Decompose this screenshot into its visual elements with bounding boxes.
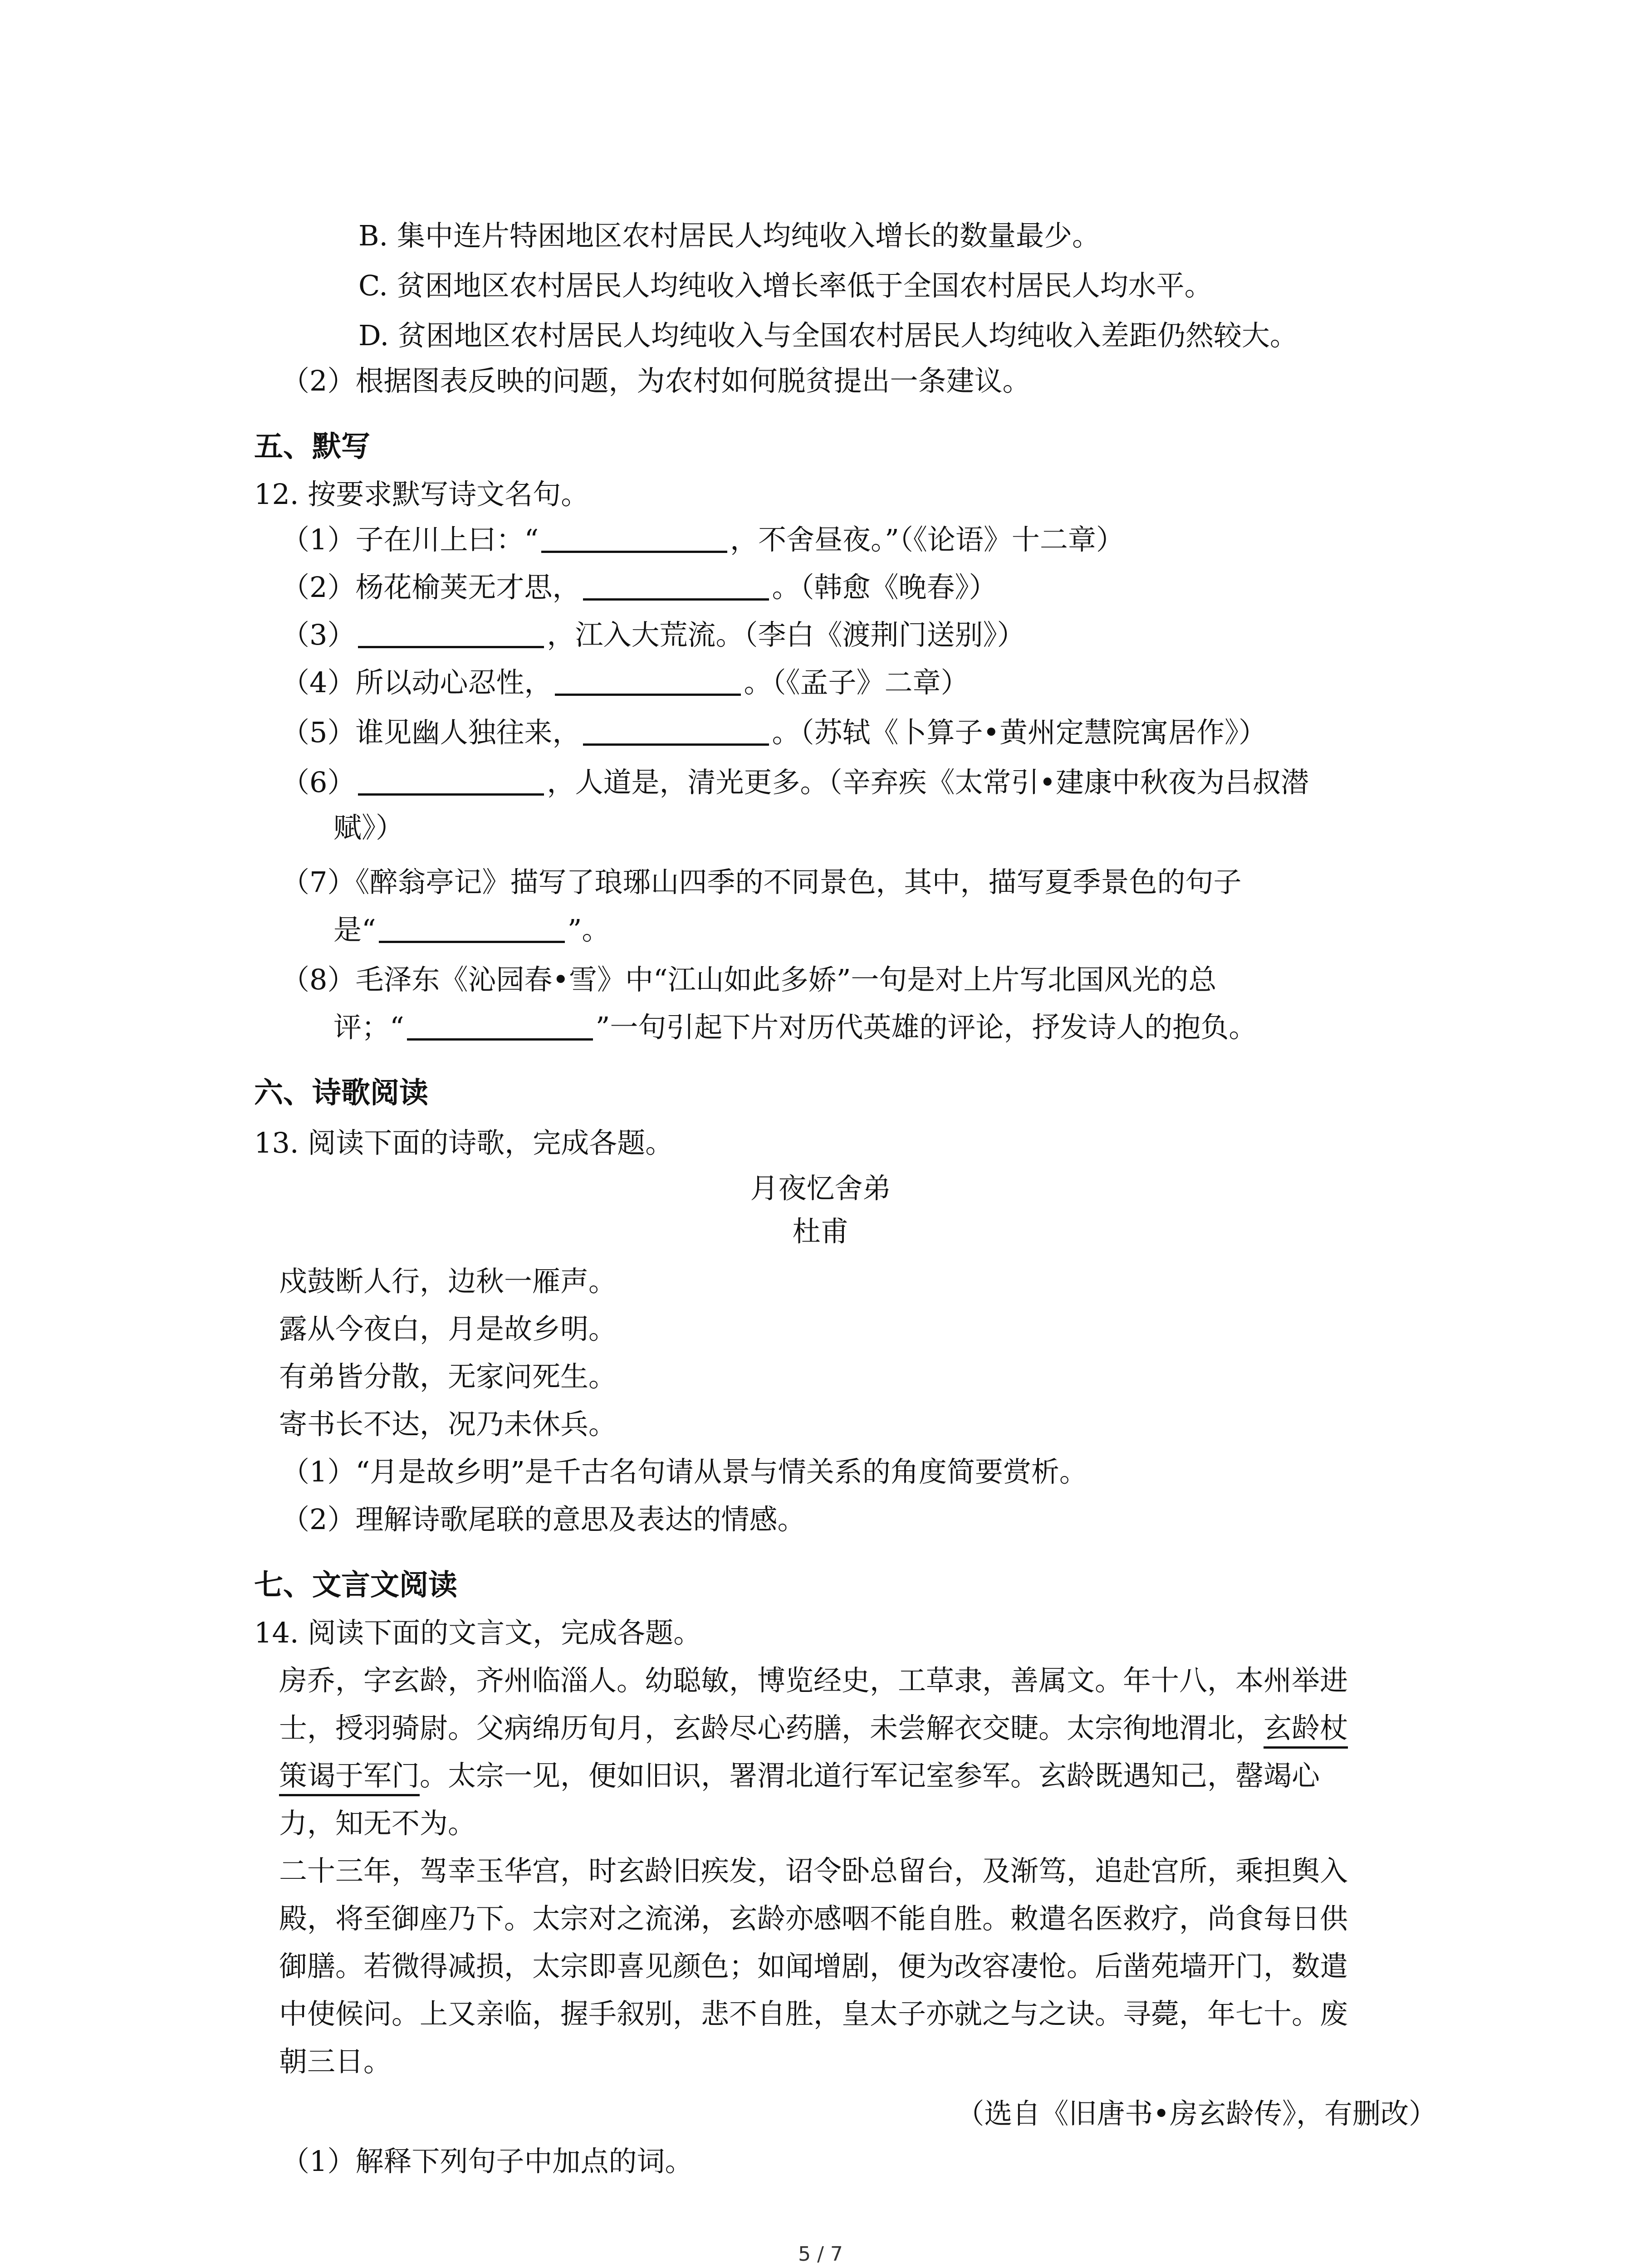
answer-blank[interactable]: [358, 764, 544, 796]
option-c: C. 贫困地区农村居民人均纯收入增长率低于全国农村居民人均水平。: [358, 269, 1213, 302]
passage-line: 二十三年，驾幸玉华宫，时玄龄旧疾发，诏令卧总留台，及渐笃，追赴宫所，乘担舆入: [279, 1854, 1348, 1887]
dictation-item-7-cont: 是“ ”。: [333, 907, 610, 953]
dictation-item-2: （2）杨花榆荚无才思， 。（韩愈《晚春》）: [281, 565, 997, 610]
passage-line: 士，授羽骑尉。父病绵历旬月，玄龄尽心药膳，未尝解衣交睫。太宗徇地渭北，玄龄杖: [279, 1706, 1348, 1751]
passage-line: 中使候问。上又亲临，握手叙别，悲不自胜，皇太子亦就之与之诀。寻薨，年七十。废: [279, 1997, 1348, 2030]
page-number: 5 / 7: [798, 2243, 843, 2266]
poem-line: 露从今夜白，月是故乡明。: [279, 1312, 617, 1345]
answer-blank[interactable]: [541, 522, 727, 553]
answer-blank[interactable]: [358, 617, 544, 648]
dictation-item-5: （5）谁见幽人独往来， 。（苏轼《卜算子•黄州定慧院寓居作》）: [281, 710, 1267, 755]
poem-line: 有弟皆分散，无家问死生。: [279, 1360, 617, 1393]
poem-title: 月夜忆舍弟: [750, 1172, 891, 1205]
dictation-item-3: （3） ，江入大荒流。（李白《渡荆门送别》）: [281, 612, 1025, 658]
passage-source: （选自《旧唐书•房玄龄传》，有删改）: [956, 2097, 1437, 2130]
question-12: 12. 按要求默写诗文名句。: [254, 478, 589, 511]
section-heading-5: 五、默写: [254, 430, 370, 464]
dictation-item-1: （1）子在川上曰：“ ，不舍昼夜。”（《论语》十二章）: [281, 517, 1124, 562]
passage-line: 御膳。若微得减损，太宗即喜见颜色；如闻增剧，便为改容凄怆。后凿苑墙开门，数遣: [279, 1950, 1348, 1983]
option-d: D. 贫困地区农村居民人均纯收入与全国农村居民人均纯收入差距仍然较大。: [358, 319, 1298, 352]
dictation-item-7: （7）《醉翁亭记》描写了琅琊山四季的不同景色，其中，描写夏季景色的句子: [281, 865, 1242, 899]
passage-line: 殿，将至御座乃下。太宗对之流涕，玄龄亦感咽不能自胜。敕遣名医救疗，尚食每日供: [279, 1902, 1348, 1935]
poem-author: 杜甫: [792, 1215, 849, 1248]
dictation-item-6-cont: 赋》）: [333, 811, 404, 844]
question-14: 14. 阅读下面的文言文，完成各题。: [254, 1616, 702, 1649]
passage-line: 策谒于军门。太宗一见，便如旧识，署渭北道行军记室参军。玄龄既遇知己，罄竭心: [279, 1753, 1320, 1799]
answer-blank[interactable]: [407, 1009, 593, 1041]
underlined-phrase: 策谒于军门: [279, 1759, 420, 1796]
q13-sub1: （1）“月是故乡明”是千古名句请从景与情关系的角度简要赏析。: [281, 1455, 1087, 1488]
dictation-item-6: （6） ，人道是，清光更多。（辛弃疾《太常引•建康中秋夜为吕叔潜: [281, 760, 1309, 805]
answer-blank[interactable]: [583, 569, 769, 601]
poem-line: 戍鼓断人行，边秋一雁声。: [279, 1265, 617, 1298]
option-b: B. 集中连片特困地区农村居民人均纯收入增长的数量最少。: [358, 219, 1100, 252]
question-13: 13. 阅读下面的诗歌，完成各题。: [254, 1126, 674, 1159]
underlined-phrase: 玄龄杖: [1264, 1711, 1348, 1749]
section-heading-7: 七、文言文阅读: [254, 1569, 457, 1602]
answer-blank[interactable]: [555, 665, 741, 696]
section-heading-6: 六、诗歌阅读: [254, 1076, 428, 1110]
dictation-item-8: （8）毛泽东《沁园春•雪》中“江山如此多娇”一句是对上片写北国风光的总: [281, 963, 1217, 996]
answer-blank[interactable]: [379, 912, 565, 943]
q11-sub2: （2）根据图表反映的问题，为农村如何脱贫提出一条建议。: [281, 364, 1031, 397]
q14-sub1: （1）解释下列句子中加点的词。: [281, 2145, 693, 2178]
dictation-item-4: （4）所以动心忍性， 。（《孟子》二章）: [281, 660, 969, 705]
answer-blank[interactable]: [583, 714, 769, 746]
passage-line: 房乔，字玄龄，齐州临淄人。幼聪敏，博览经史，工草隶，善属文。年十八，本州举进: [279, 1664, 1348, 1697]
q13-sub2: （2）理解诗歌尾联的意思及表达的情感。: [281, 1503, 806, 1536]
passage-line: 朝三日。: [279, 2045, 392, 2078]
dictation-item-8-cont: 评；“ ”一句引起下片对历代英雄的评论，抒发诗人的抱负。: [333, 1005, 1257, 1050]
passage-line: 力，知无不为。: [279, 1807, 476, 1840]
poem-line: 寄书长不达，况乃未休兵。: [279, 1408, 617, 1441]
